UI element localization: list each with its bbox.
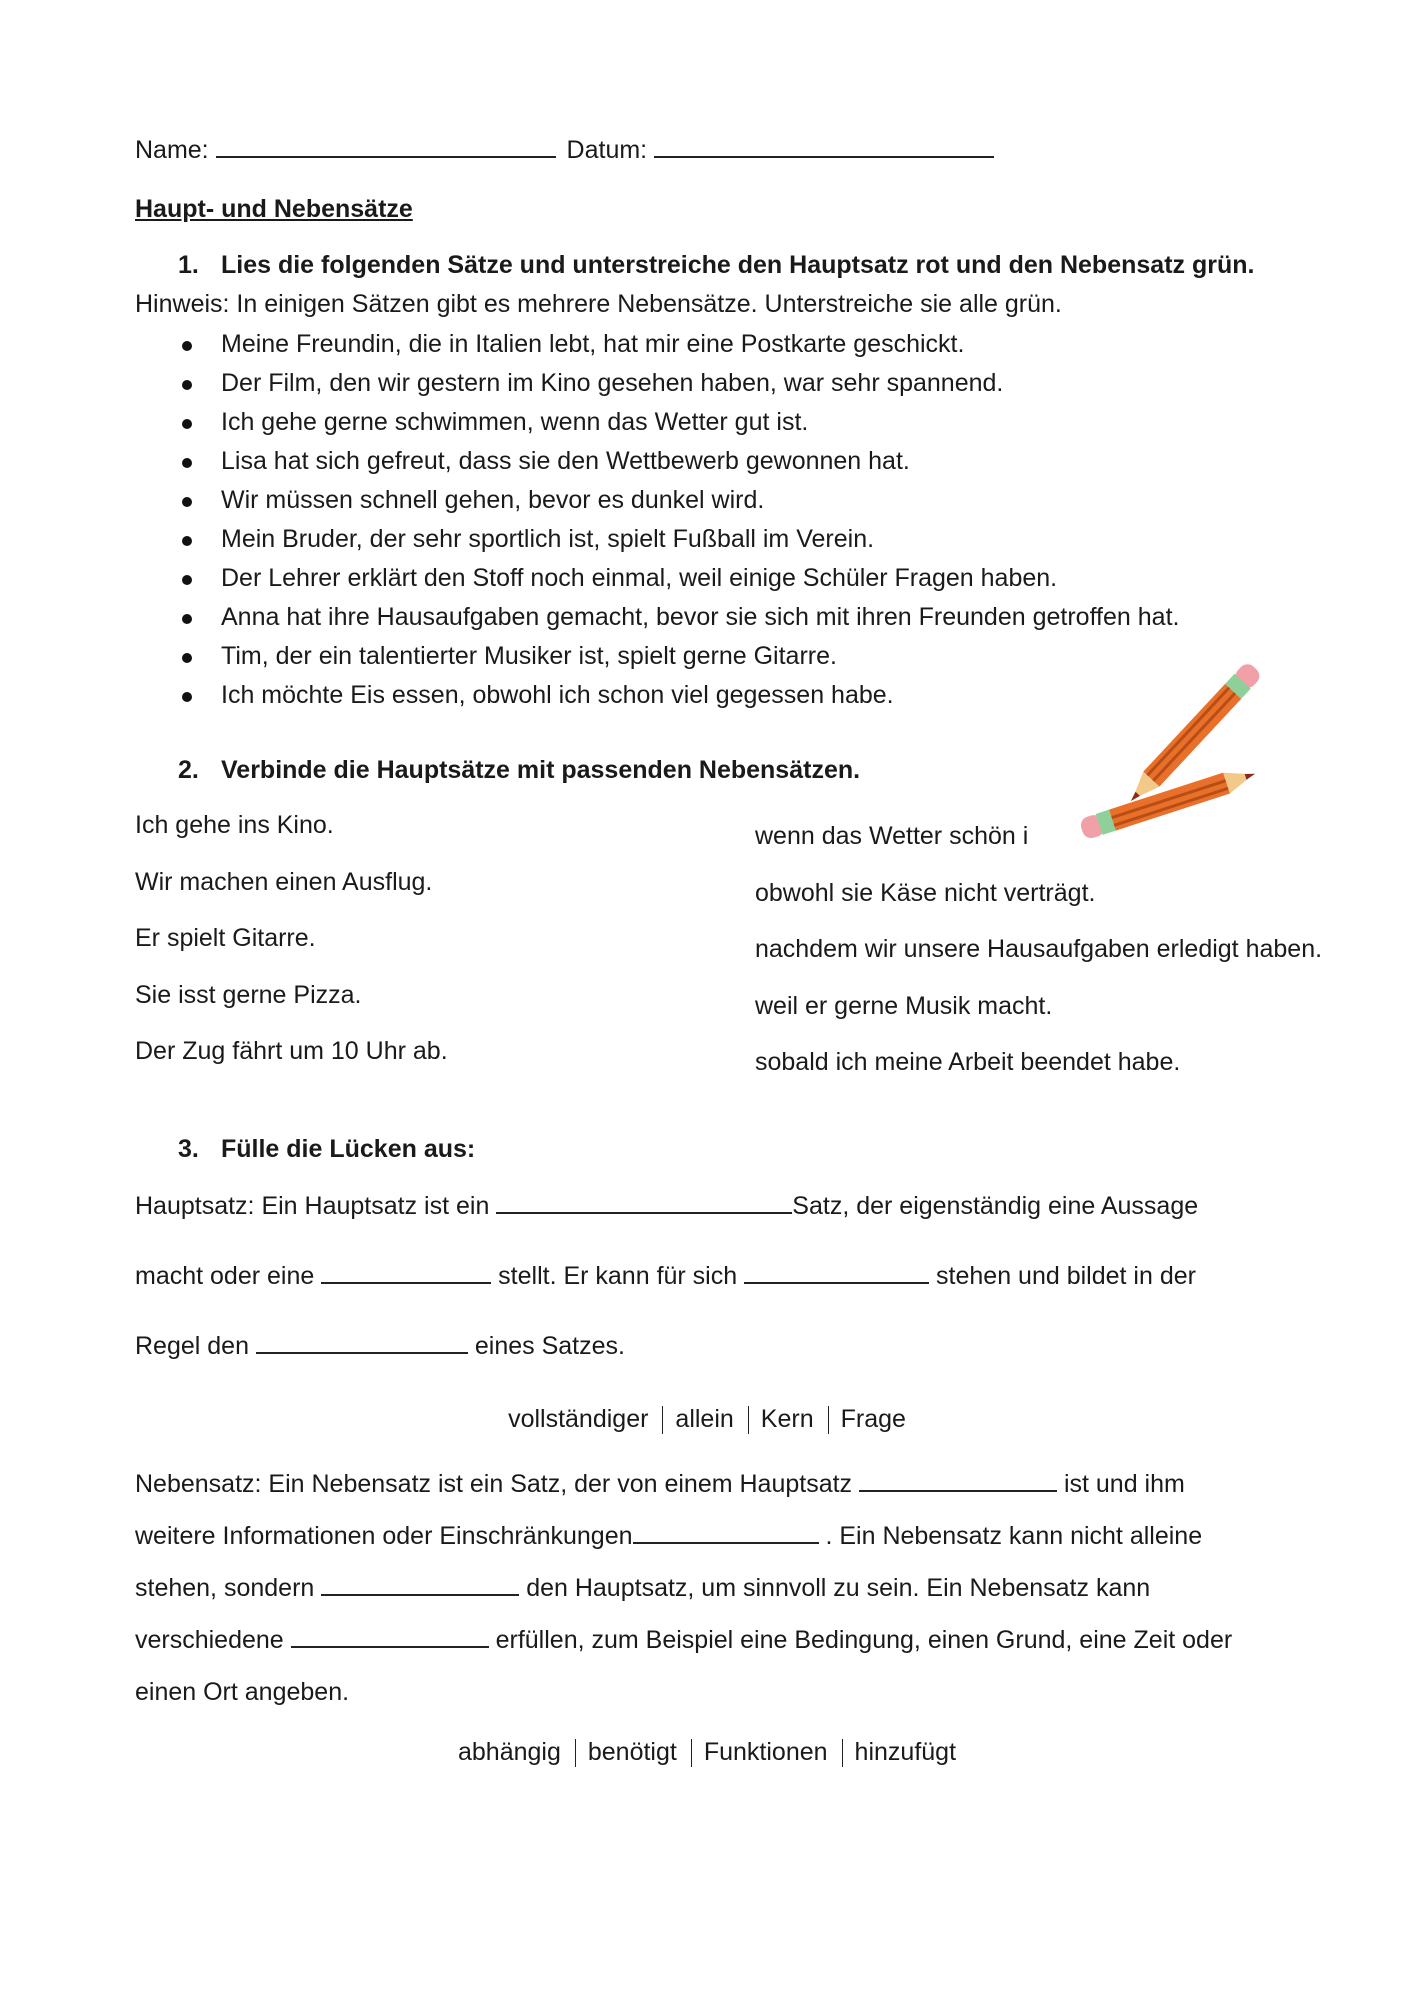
cloze-text: Regel den [135, 1332, 256, 1360]
list-item: Wir müssen schnell gehen, bevor es dunkel wird. [221, 486, 765, 514]
cloze-text: erfüllen, zum Beispiel eine Bedingung, einen Grund, eine Zeit oder [488, 1626, 1233, 1654]
cloze-blank[interactable] [859, 1470, 1057, 1492]
task1-number: 1. [178, 251, 199, 279]
cloze-blank[interactable] [256, 1332, 468, 1354]
date-label: Datum: [566, 136, 648, 164]
cloze-text: verschiedene [135, 1626, 291, 1654]
bullet [182, 614, 192, 624]
bullet [182, 653, 192, 663]
cloze-text: Satz, der eigenständig eine Aussage [792, 1192, 1199, 1220]
bullet [182, 341, 192, 351]
bullet [182, 575, 192, 585]
list-item: Tim, der ein talentierter Musiker ist, spielt gerne Gitarre. [221, 642, 837, 670]
page-title: Haupt- und Nebensätze [135, 195, 413, 223]
list-item: Meine Freundin, die in Italien lebt, hat mir eine Postkarte geschickt. [221, 330, 965, 358]
cloze-text: stehen und bildet in der [929, 1262, 1196, 1290]
cloze-blank[interactable] [633, 1522, 819, 1544]
bullet [182, 380, 192, 390]
list-item: Ich möchte Eis essen, obwohl ich schon viel gegessen habe. [221, 681, 894, 709]
task3-instruction: Fülle die Lücken aus: [221, 1135, 476, 1163]
separator [842, 1739, 843, 1767]
cloze-text: den Hauptsatz, um sinnvoll zu sein. Ein Nebensatz kann [519, 1574, 1151, 1602]
header-line [135, 136, 994, 165]
pencil-illustration [1060, 640, 1280, 860]
cloze-text: . Ein Nebensatz kann nicht alleine [818, 1522, 1203, 1550]
main-clause: Sie isst gerne Pizza. [135, 980, 362, 1009]
list-item: Anna hat ihre Hausaufgaben gemacht, bevor sie sich mit ihren Freunden getroffen hat. [221, 603, 1180, 631]
list-item: Mein Bruder, der sehr sportlich ist, spielt Fußball im Verein. [221, 525, 875, 553]
cloze-line [135, 1332, 625, 1361]
word-bank-item: Funktionen [703, 1738, 828, 1766]
cloze-blank[interactable] [496, 1192, 792, 1214]
cloze-blank[interactable] [744, 1262, 929, 1284]
bullet [182, 536, 192, 546]
separator [828, 1406, 829, 1434]
word-bank-item: benötigt [587, 1738, 677, 1766]
cloze-text: einen Ort angeben. [135, 1678, 350, 1706]
separator [575, 1739, 576, 1767]
name-field[interactable] [216, 136, 556, 158]
main-clause: Er spielt Gitarre. [135, 924, 316, 952]
bullet [182, 692, 192, 702]
cloze-text: stellt. Er kann für sich [491, 1262, 745, 1290]
list-item: Lisa hat sich gefreut, dass sie den Wettbewerb gewonnen hat. [221, 447, 910, 475]
word-bank-item: hinzufügt [854, 1738, 957, 1766]
word-bank [0, 1738, 1414, 1767]
bullet [182, 419, 192, 429]
list-item: Ich gehe gerne schwimmen, wenn das Wetter gut ist. [221, 408, 809, 436]
main-clause: Der Zug fährt um 10 Uhr ab. [135, 1037, 448, 1065]
bullet [182, 497, 192, 507]
cloze-text: weitere Informationen oder Einschränkungen [135, 1522, 633, 1550]
cloze-line [135, 1522, 1202, 1551]
task3-number: 3. [178, 1135, 199, 1163]
cloze-text: ist und ihm [1057, 1470, 1185, 1498]
sub-clause: sobald ich meine Arbeit beendet habe. [755, 1048, 1181, 1076]
cloze-text: macht oder eine [135, 1262, 322, 1290]
name-label: Name: [135, 136, 209, 164]
task2-instruction: Verbinde die Hauptsätze mit passenden Nebensätzen. [221, 756, 861, 784]
word-bank-item: vollständiger [508, 1405, 649, 1433]
task1-instruction: Lies die folgenden Sätze und unterstreiche den Hauptsatz rot und den Nebensatz grün. [221, 251, 1255, 279]
cloze-text: Nebensatz: Ein Nebensatz ist ein Satz, der von einem Hauptsatz [135, 1470, 859, 1498]
word-bank-item: abhängig [457, 1738, 561, 1766]
main-clause: Wir machen einen Ausflug. [135, 867, 433, 896]
list-item: Der Lehrer erklärt den Stoff noch einmal, weil einige Schüler Fragen haben. [221, 564, 1058, 592]
date-field[interactable] [654, 136, 994, 158]
cloze-text: Hauptsatz: Ein Hauptsatz ist ein [135, 1192, 497, 1220]
sub-clause: nachdem wir unsere Hausaufgaben erledigt haben. [755, 935, 1323, 963]
sub-clause: obwohl sie Käse nicht verträgt. [755, 878, 1096, 907]
cloze-blank[interactable] [291, 1626, 489, 1648]
sub-clause: wenn das Wetter schön i [755, 822, 1029, 850]
cloze-blank[interactable] [321, 1262, 491, 1284]
word-bank-item: Frage [840, 1405, 906, 1433]
bullet [182, 458, 192, 468]
cloze-text: eines Satzes. [467, 1332, 625, 1360]
word-bank-item: Kern [760, 1405, 814, 1433]
cloze-line [135, 1192, 1198, 1221]
sub-clause: weil er gerne Musik macht. [755, 991, 1053, 1020]
separator [691, 1739, 692, 1767]
task2-number: 2. [178, 756, 199, 784]
separator [748, 1406, 749, 1434]
separator [662, 1406, 663, 1434]
cloze-line [135, 1470, 1185, 1499]
word-bank [0, 1405, 1414, 1434]
list-item: Der Film, den wir gestern im Kino gesehen haben, war sehr spannend. [221, 369, 1004, 397]
cloze-blank[interactable] [321, 1574, 519, 1596]
cloze-line [135, 1262, 1196, 1291]
cloze-line [135, 1626, 1232, 1655]
task1-hint: Hinweis: In einigen Sätzen gibt es mehrere Nebensätze. Unterstreiche sie alle grün. [135, 290, 1062, 318]
cloze-text: stehen, sondern [135, 1574, 322, 1602]
word-bank-item: allein [675, 1405, 734, 1433]
cloze-line [135, 1574, 1150, 1603]
main-clause: Ich gehe ins Kino. [135, 811, 334, 839]
